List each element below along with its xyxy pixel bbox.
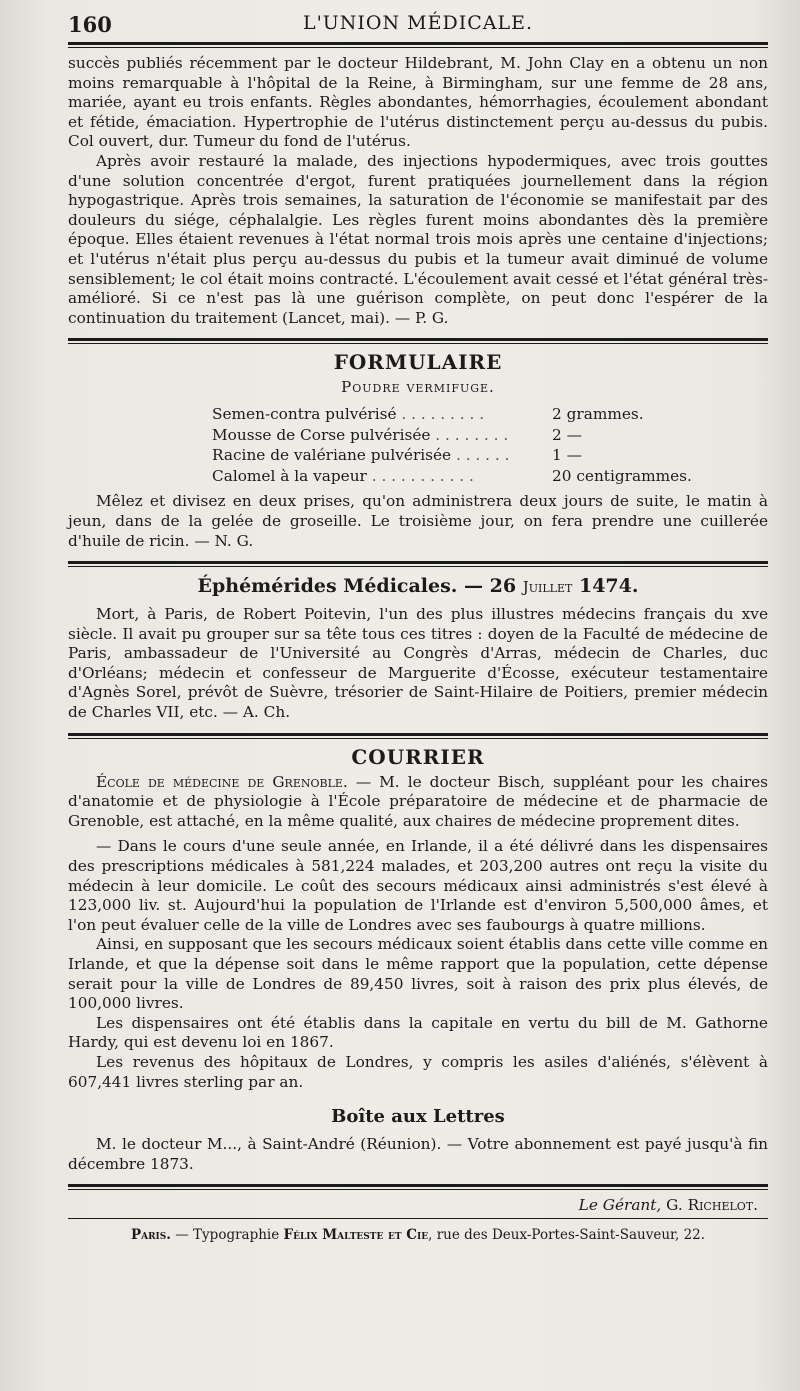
recipe-row (212, 466, 712, 487)
formulaire-title: FORMULAIRE (333, 350, 503, 375)
recipe-instructions: Mêlez et divisez en deux prises, qu'on administrera deux jours de suite, le matin à jeun, dans de la gelée de groseille. Le troisième jour, on fera prendre une cuillerée d'huile de ricin. — N. G. (68, 492, 768, 550)
imprint-text: — Typographie (170, 1227, 284, 1244)
courrier-paragraph: Les revenus des hôpitaux de Londres, y compris les asiles d'aliénés, s'élèvent à 607,441 livres sterling par an. (68, 1052, 768, 1091)
recipe-ingredient: Racine de valériane pulvérisée (212, 446, 452, 465)
recipe-row (212, 404, 712, 425)
running-title: L'UNION MÉDICALE. (302, 12, 534, 34)
boite-title: Boîte aux Lettres (331, 1106, 505, 1128)
ephemerides-month: Juillet (522, 578, 573, 597)
recipe-quantity: 2 — (552, 425, 582, 444)
signature-name: G. Richelot. (666, 1196, 758, 1215)
recipe-ingredient: Semen-contra pulvérisé (212, 405, 397, 424)
footer-rule (68, 1184, 768, 1190)
formulaire-section (68, 350, 768, 551)
ephemerides-text: Mort, à Paris, de Robert Poitevin, l'un des plus illustres médecins français du xve siècle. Il avait pu grouper sur sa tête tous ces titres : doyen de la Faculté de médecine de Paris, ambassadeur de l'Université au Congrès d'Arras, médecin de Charles, duc d'Orléans; médecin et confesseur de Marguerite d'Écosse, exécuteur testamentaire d'Agnès Sorel, prévôt de Suèvre, trésorier de Saint-Hilaire de Poitiers, premier médecin de Charles VII, etc. — A. Ch. (68, 605, 768, 722)
imprint-printer: Félix Malteste et Cie (283, 1227, 429, 1244)
recipe-ingredient: Calomel à la vapeur (212, 466, 367, 485)
signature-label: Le Gérant, (578, 1196, 662, 1215)
courrier-item-grenoble (68, 773, 768, 832)
recipe-leader-dots: . . . . . . (451, 446, 510, 465)
courrier-paragraph: — Dans le cours d'une seule année, en Irlande, il a été délivré dans les dispensaires des prescriptions médicales à 581,224 malades, et 203,200 autres ont reçu la visite du médecin à leur domicile. Le coût des secours médicaux ainsi administrés s'est élevé à 123,000 liv. st. Aujourd'hui la population de l'Irlande est d'environ 5,500,000 âmes, et l'on peut évaluer celle de la ville de Londres avec ses faubourgs à quatre millions. (68, 837, 768, 934)
recipe-quantity: 20 centigrammes. (552, 466, 692, 485)
recipe-quantity: 1 — (552, 446, 582, 465)
ephemerides-heading: Éphémérides Médicales. (197, 575, 458, 598)
recipe-row (212, 425, 712, 446)
boite-section (68, 1106, 768, 1174)
ephemerides-rule (68, 561, 768, 567)
intro-article (68, 54, 768, 328)
page-content (68, 0, 768, 1243)
intro-paragraph-2: Après avoir restauré la malade, des injections hypodermiques, avec trois gouttes d'une solution concentrée d'ergot, furent pratiquées journellement dans la région hypogastrique. Après trois semaines, la saturation de l'économie se manifestait par des douleurs du siége, céphalalgie. Les règles furent moins abondantes dès la première époque. Elles étaient revenues à l'état normal trois mois après une centaine d'injections; et l'utérus n'était plus perçu au-dessus du pubis et la tumeur avait diminué de volume sensiblement; le col était moins contracté. L'écoulement avait cessé et l'état général très-amélioré. Si ce n'est pas là une guérison complète, on peut donc l'espérer de la continuation du traitement (Lancet, mai). — P. G. (68, 151, 768, 327)
courrier-title: COURRIER (351, 744, 485, 769)
ephemerides-year: 1474. (578, 575, 639, 598)
ephemerides-day: — 26 (464, 575, 517, 598)
recipe-ingredient: Mousse de Corse pulvérisée (212, 425, 431, 444)
recipe-leader-dots: . . . . . . . . . . . (366, 466, 474, 485)
formulaire-rule (68, 338, 768, 344)
page-number: 160 (68, 12, 112, 37)
courrier-item-text: — M. le docteur Bisch, suppléant pour les chaires d'anatomie et de physiologie à l'École préparatoire de médecine et de pharmacie de Grenoble, est attaché, en la même qualité, aux chaires de médecine proprement dites. (68, 772, 768, 830)
imprint-rule (68, 1218, 768, 1219)
recipe-list (212, 404, 712, 486)
boite-text: M. le docteur M..., à Saint-André (Réunion). — Votre abonnement est payé jusqu'à fin décembre 1873. (68, 1135, 768, 1173)
courrier-item-heading: École de médecine de Grenoble. (96, 772, 348, 791)
page-header (68, 6, 768, 42)
ephemerides-section (68, 575, 768, 723)
ephemerides-title (68, 575, 768, 597)
imprint (68, 1227, 768, 1243)
recipe-row (212, 445, 712, 466)
recipe-title: Poudre vermifuge. (341, 378, 495, 397)
imprint-address: , rue des Deux-Portes-Saint-Sauveur, 22. (428, 1227, 706, 1244)
courrier-rule (68, 733, 768, 739)
courrier-paragraph: Ainsi, en supposant que les secours médicaux soient établis dans cette ville comme en Irlande, et que la dépense soit dans le même rapport que la population, cette dépense serait pour la ville de Londres de 89,450 livres, soit à raison des prix plus élevés, de 100,000 livres. (68, 935, 768, 1013)
courrier-paragraph: Les dispensaires ont été établis dans la capitale en vertu du bill de M. Gathorne Hardy, qui est devenu loi en 1867. (68, 1013, 768, 1052)
intro-paragraph-1: succès publiés récemment par le docteur Hildebrant, M. John Clay en a obtenu un non moins remarquable à l'hôpital de la Reine, à Birmingham, sur une femme de 28 ans, mariée, ayant eu trois enfants. Règles abondantes, hémorrhagies, écoulement abondant et fétide, émaciation. Hypertrophie de l'utérus distinctement perçu au-dessus du pubis. Col ouvert, dur. Tumeur du fond de l'utérus. (68, 54, 768, 151)
courrier-section (68, 745, 768, 1093)
recipe-quantity: 2 grammes. (552, 405, 644, 424)
recipe-leader-dots: . . . . . . . . (430, 425, 509, 444)
signature (68, 1196, 758, 1214)
imprint-city: Paris. (130, 1227, 171, 1244)
recipe-leader-dots: . . . . . . . . . (396, 405, 485, 424)
